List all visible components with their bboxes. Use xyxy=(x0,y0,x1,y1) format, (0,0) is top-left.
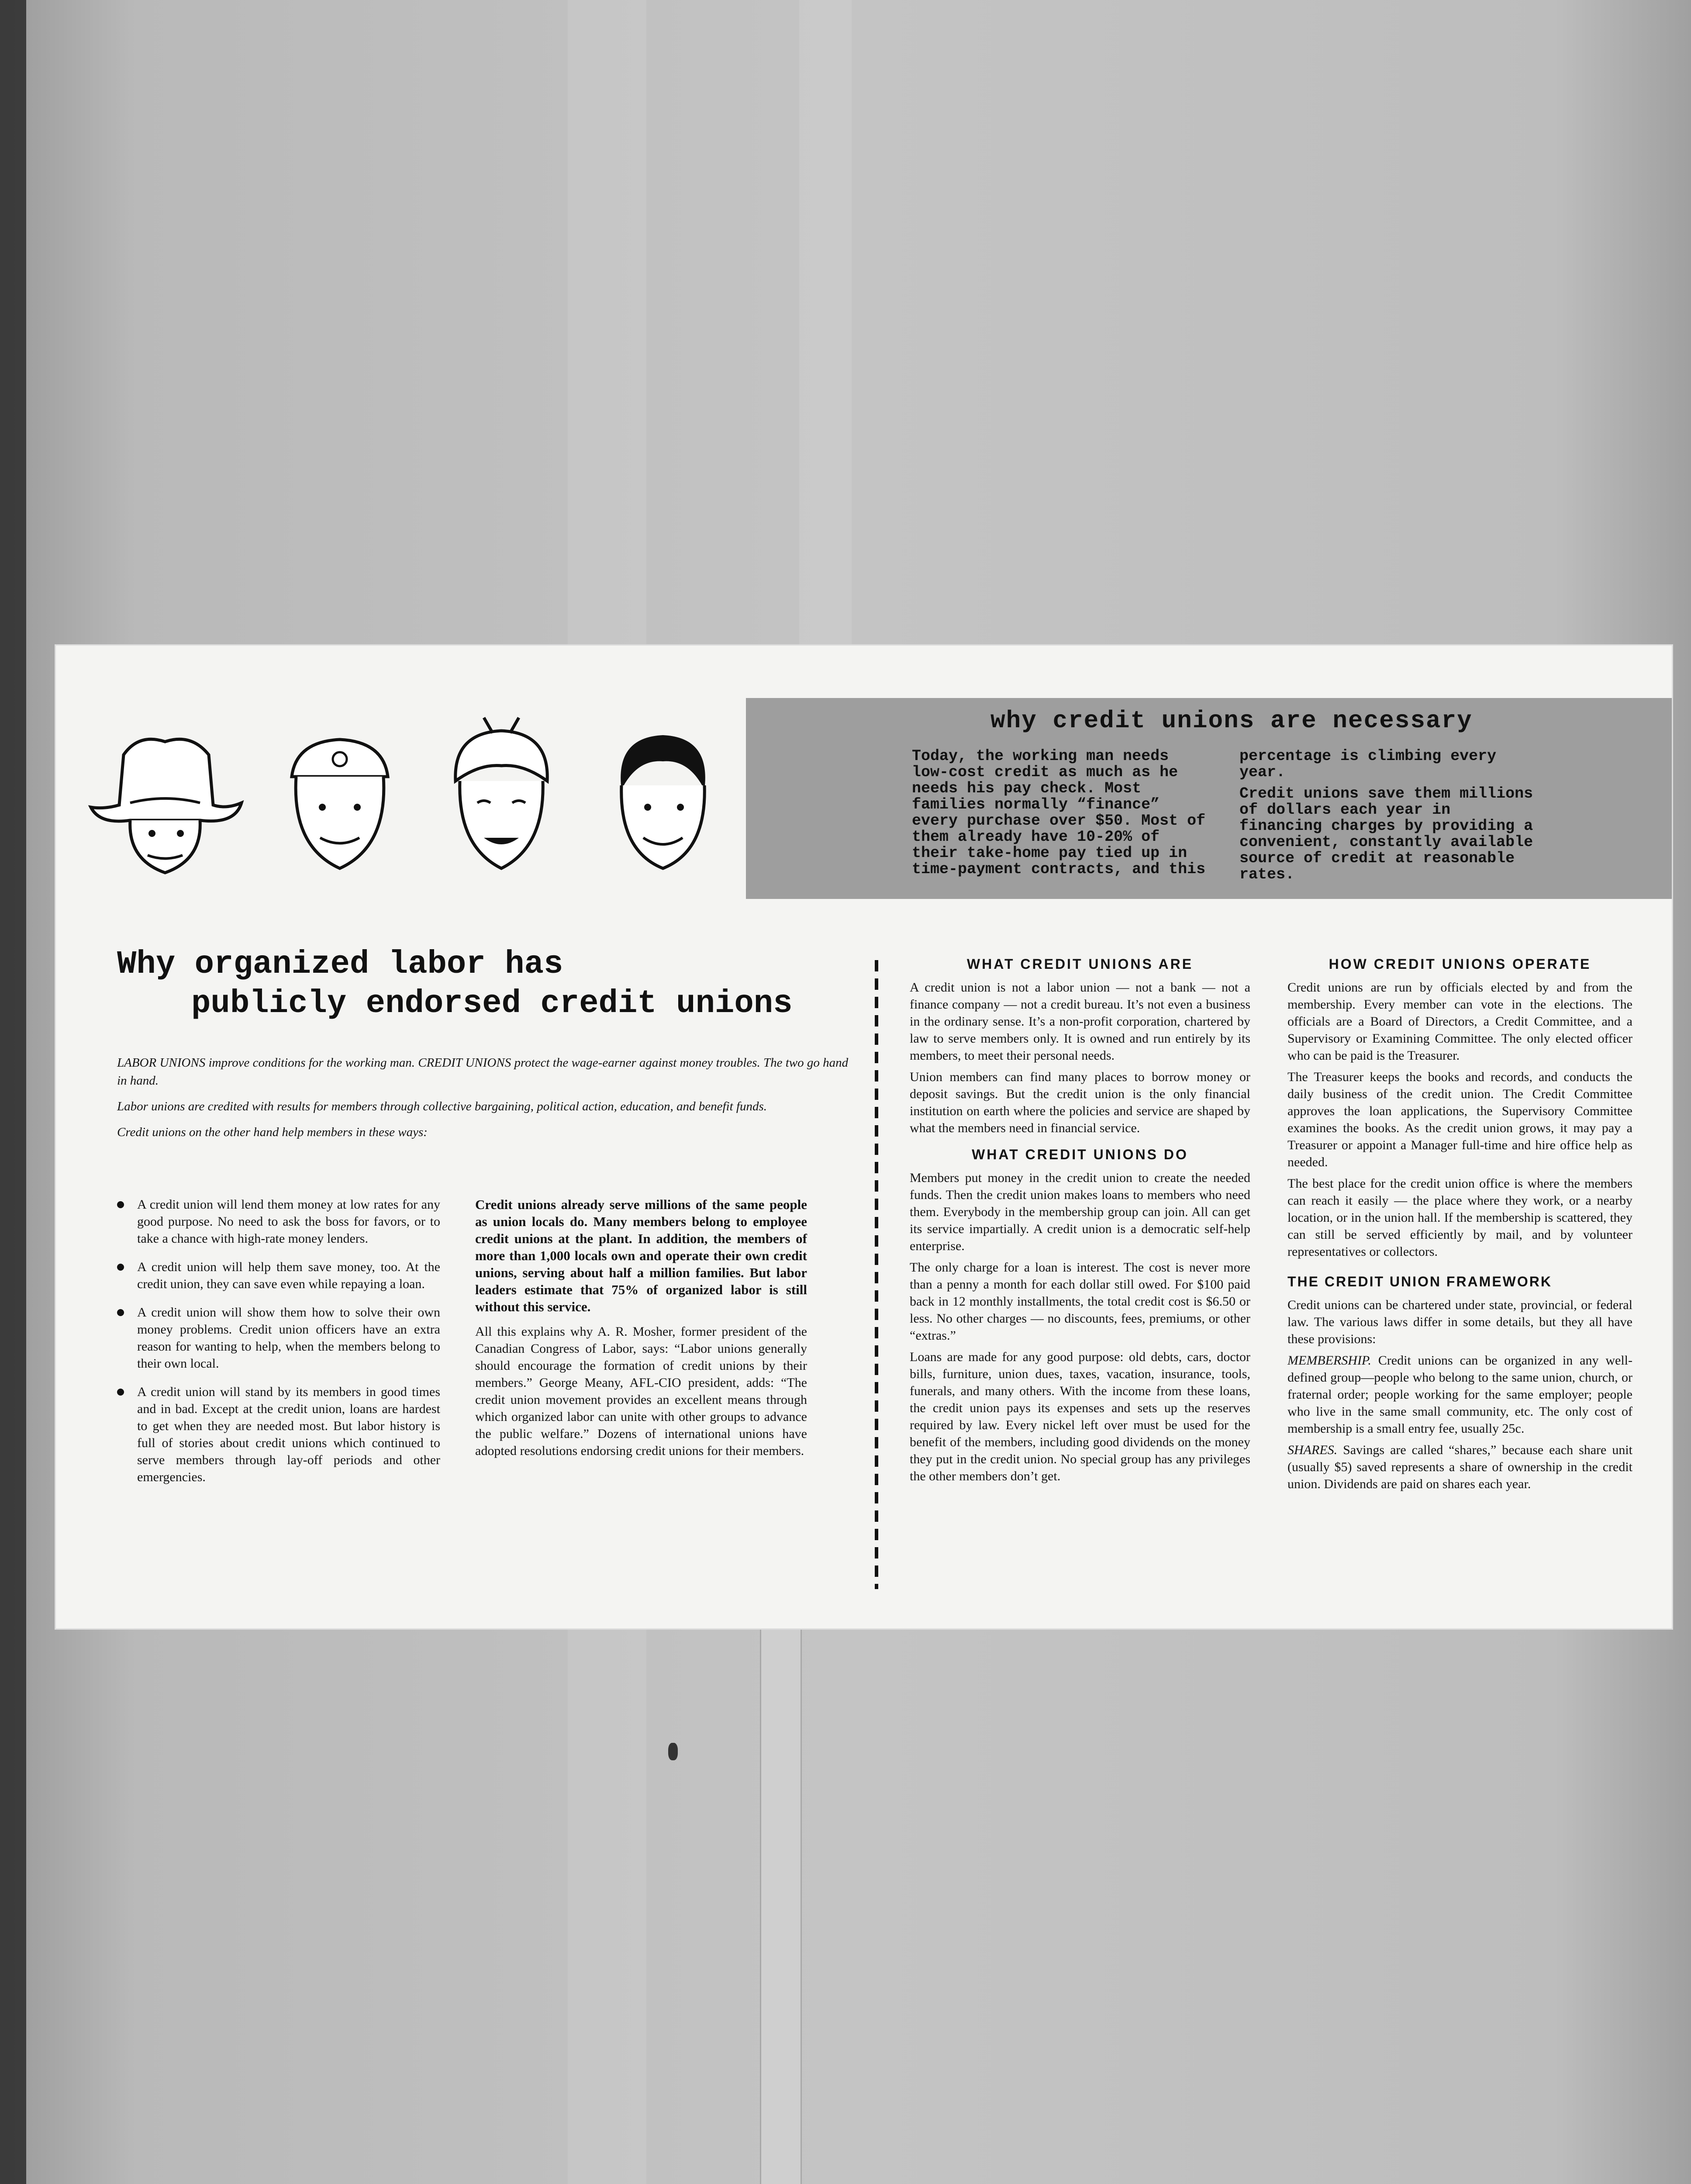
section-paragraph: Union members can find many places to borrow money or deposit savings. But the credit union is the only financial institution on earth where the policies and service are shaped by what the members need in financial service. xyxy=(910,1070,1250,1135)
section-paragraph: A credit union is not a labor union — not a bank — not a finance company — not a credit bureau. It’s not even a business in the ordinary sense. It’s a non-profit corporation, chartered by law to serve members only. It is owned and run entirely by its members, to meet their personal needs. xyxy=(910,980,1250,1063)
dust-speck xyxy=(668,1743,678,1760)
section-paragraph: Credit unions are run by officials elected by and from the membership. Every member can vote in the elections. The officials are a Board of Directors, a Credit Committee, and a Supervisory or Examining Committee. The only elected officer who can be paid is the Treasurer. xyxy=(1287,980,1632,1063)
list-item-text: A credit union will stand by its members in good times and in bad. Except at the credit union, loans are hardest to get when they are needed most. But labor history is full of stories about credit unions which continued to serve members through lay-off periods and other emergencies. xyxy=(137,1385,440,1484)
cowboy-face-icon xyxy=(82,715,248,881)
header-column-left: Today, the working man needs low-cost credit as much as he needs his pay check. Most families normally “finance” every purchase over $50. Most of them already have 10-20% of their take-home pay tied up in time-payment contracts, and this xyxy=(912,747,1206,878)
shares-label: SHARES. xyxy=(1287,1443,1338,1457)
section-paragraph: The only charge for a loan is interest. The cost is never more than a penny a month for each dollar still owed. For $100 paid back in 12 monthly installments, the total credit cost is $6.50 or less. No other charges — no discounts, fees, premiums, or other “extras.” xyxy=(910,1260,1250,1343)
section-heading: HOW CREDIT UNIONS OPERATE xyxy=(1329,956,1591,972)
intro-paragraph: LABOR UNIONS improve conditions for the working man. CREDIT UNIONS protect the wage-earner against money troubles. The two go hand in hand. xyxy=(117,1056,849,1088)
section-paragraph: The best place for the credit union office is where the members can reach it easily — the place where they work, or a nearby location, or in the union hall. If the membership is scattered, they can still be served efficiently by mail, and by volunteer representatives or collectors. xyxy=(1287,1176,1632,1259)
membership-paragraph xyxy=(1287,1352,1632,1437)
film-streak xyxy=(799,0,852,646)
main-title xyxy=(117,945,793,1023)
woman-bandana-face-icon xyxy=(436,715,567,881)
list-item-text: A credit union will show them how to solve their own money problems. Credit union officers have an extra reason for wanting to help, when the members belong to their own local. xyxy=(137,1305,440,1371)
section-paragraph: Credit unions can be chartered under state, provincial, or federal law. The various laws differ in some details, but they all have these provisions: xyxy=(1287,1298,1632,1346)
intro-text xyxy=(117,1054,859,1149)
pamphlet-sheet xyxy=(56,646,1672,1628)
column-divider xyxy=(875,960,878,1589)
endorsement-column xyxy=(475,1196,807,1464)
list-item-text: A credit union will help them save money, too. At the credit union, they can save even while repaying a loan. xyxy=(137,1260,440,1291)
bullet-icon xyxy=(117,1201,124,1208)
intro-paragraph: Labor unions are credited with results for members through collective bargaining, political action, education, and benefit funds. xyxy=(117,1099,767,1113)
film-edge xyxy=(0,0,26,2184)
section-paragraph: The Treasurer keeps the books and records, and conducts the daily business of the credit union. The Credit Committee approves the loan applications, the Supervisory Committee examines the books. As the credit union grows, it may pay a Treasurer or appoint a Manager full-time and hire office help as needed. xyxy=(1287,1070,1632,1169)
intro-paragraph: Credit unions on the other hand help members in these ways: xyxy=(117,1125,428,1139)
membership-text: Credit unions can be organized in any well-defined group—people who belong to the same union, church, or fraternal order; people working for the same employer; people who live in the same small community, etc. The only cost of membership is a small entry fee, usually 25c. xyxy=(1287,1353,1632,1436)
section-paragraph: Members put money in the credit union to create the needed funds. Then the credit union makes loans to members who need them. Everybody in the membership group can join. All can get its service impartially. A credit union is a democratic self-help enterprise. xyxy=(910,1171,1250,1253)
how-credit-unions-operate-section xyxy=(1287,956,1632,1497)
header-column-right xyxy=(1239,748,1541,883)
benefits-list xyxy=(117,1196,440,1497)
header-title: why credit unions are necessary xyxy=(990,707,1473,735)
list-item xyxy=(117,1258,440,1292)
soldier-face-icon xyxy=(274,715,405,881)
endorsement-bold-text: Credit unions already serve millions of the same people as union locals do. Many members belong to employee credit unions at the plant. In addition, the members of more than 1,000 locals own and operate their own credit unions, serving about half a million families. But labor leaders estimate that 75% of organized labor is still without this service. xyxy=(475,1197,807,1314)
section-paragraph: Loans are made for any good purpose: old debts, cars, doctor bills, furniture, union dues, taxes, vacation, insurance, tools, funerals, and many others. With the income from these loans, the credit union pays its expenses and sets up the reserves required by law. Every nickel left over must be used for the benefit of the members, including good dividends on the money they put in the credit union. No special group has any privileges the other members don’t get. xyxy=(910,1350,1250,1483)
endorsement-paragraph: All this explains why A. R. Mosher, former president of the Canadian Congress of Labor, says: “Labor unions generally should encourage the formation of credit unions by their members.” George Meany, AFL-CIO president, adds: “The credit union movement provides an excellent means through which organized labor can unite with other groups to advance the public welfare.” Dozens of international unions have adopted resolutions endorsing credit unions for their members. xyxy=(475,1324,807,1458)
section-heading: THE CREDIT UNION FRAMEWORK xyxy=(1287,1274,1552,1289)
bullet-icon xyxy=(117,1389,124,1396)
bullet-icon xyxy=(117,1264,124,1271)
faces-illustration xyxy=(82,715,772,881)
header-column-right-text: Credit unions save them millions of dollars each year in financing charges by providing a convenient, constantly available source of credit at reasonable rates. xyxy=(1239,785,1533,883)
header-column-right-line: percentage is climbing every year. xyxy=(1239,747,1497,781)
section-heading: WHAT CREDIT UNIONS ARE xyxy=(966,956,1194,972)
list-item xyxy=(117,1196,440,1247)
bullet-icon xyxy=(117,1309,124,1316)
businessman-face-icon xyxy=(597,715,728,881)
header-box xyxy=(746,698,1672,899)
list-item xyxy=(117,1383,440,1486)
list-item-text: A credit union will lend them money at low rates for any good purpose. No need to ask the boss for favors, or to take a chance with high-rate money lenders. xyxy=(137,1197,440,1246)
what-credit-unions-are-section xyxy=(910,956,1250,1489)
tape-strip xyxy=(760,1616,802,2184)
main-title-line2: publicly endorsed credit unions xyxy=(191,985,793,1022)
membership-label: MEMBERSHIP. xyxy=(1287,1353,1371,1368)
shares-paragraph xyxy=(1287,1441,1632,1493)
shares-text: Savings are called “shares,” because each share unit (usually $5) saved represents a share of ownership in the credit union. Dividends are paid on shares each year. xyxy=(1287,1443,1632,1491)
section-heading: WHAT CREDIT UNIONS DO xyxy=(972,1147,1188,1162)
main-title-line1: Why organized labor has xyxy=(117,946,563,983)
list-item xyxy=(117,1304,440,1372)
